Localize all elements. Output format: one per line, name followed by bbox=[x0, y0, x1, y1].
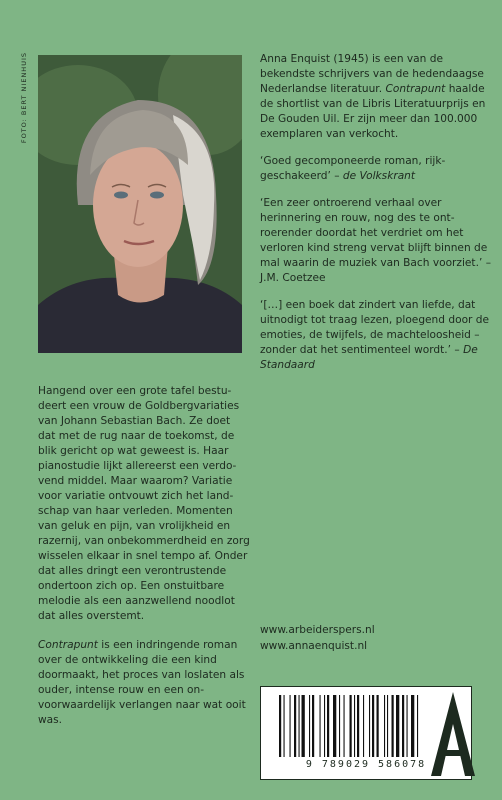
barcode-bar bbox=[377, 695, 379, 757]
barcode-bar bbox=[299, 695, 300, 757]
author-photo bbox=[38, 55, 242, 353]
barcode-bar bbox=[402, 695, 404, 757]
barcode-bar bbox=[339, 695, 340, 757]
barcode-bar bbox=[309, 695, 310, 757]
barcode-bar bbox=[290, 695, 291, 757]
barcode-bar bbox=[396, 695, 399, 757]
barcode-bar bbox=[372, 695, 374, 757]
barcode-bar bbox=[312, 695, 314, 757]
website-author[interactable]: www.annaenquist.nl bbox=[260, 640, 368, 652]
barcode-bar bbox=[411, 695, 414, 757]
barcode-bar bbox=[363, 695, 364, 757]
barcode-bar bbox=[327, 695, 329, 757]
barcode-bar bbox=[284, 695, 285, 757]
barcode-bar bbox=[333, 695, 336, 757]
barcode-bar bbox=[387, 695, 388, 757]
barcode-bar bbox=[344, 695, 345, 757]
website-publisher[interactable]: www.arbeiderspers.nl bbox=[260, 624, 375, 636]
barcode-bar bbox=[294, 695, 296, 757]
websites bbox=[260, 622, 375, 654]
quote-volkskrant: ‘Goed gecomponeerde roman, rijkgeschakeerd’ – de Volkskrant bbox=[260, 155, 446, 182]
barcode-bar bbox=[279, 695, 281, 757]
photo-credit: FOTO: BERT NIENHUIS bbox=[20, 52, 28, 144]
barcode-bar bbox=[407, 695, 408, 757]
barcode-bar bbox=[357, 695, 359, 757]
barcode-bar bbox=[354, 695, 355, 757]
publisher-logo-icon bbox=[423, 684, 483, 784]
barcode-bar bbox=[369, 695, 370, 757]
barcode-bar bbox=[417, 695, 418, 757]
barcode-bar bbox=[320, 695, 321, 757]
quote-coetzee: ‘Een zeer ontroerend verhaal over herinnering en rouw, nog des te ontroerender doordat het verdriet om het verloren kind streng vervat blijft binnen de mal waarin de muziek van Bach voorziet.’ – J.M. Coetzee bbox=[260, 197, 491, 284]
barcode-bar bbox=[384, 695, 385, 757]
barcode-bar bbox=[392, 695, 394, 757]
blurb: Hangend over een grote tafel bestudeert een vrouw de Goldbergvariaties van Johann Sebastian Bach. Ze doet dat met de rug naar de toekomst, de blik gericht op wat geweest is. Haar pianostudie lijkt allereerst een verdovend middel. Maar waarom? Variatie voor variatie ontvouwt zich het landschap van haar verleden. Momenten van geluk en pijn, van vrolijkheid en razernij, van onbekommerdheid en zorg wisselen elkaar in snel tempo af. Onder dat alles dringt een verontrustende ondertoon zich op. Een onstuitbare melodie als een aanzwellend noodlot dat alles overstemt. bbox=[38, 385, 250, 622]
barcode-bar bbox=[324, 695, 325, 757]
right-column bbox=[260, 52, 492, 385]
left-column bbox=[38, 384, 250, 742]
author-bio: Anna Enquist (1945) is een van de bekendste schrijvers van de hedendaagse Nederlandse literatuur. Contrapunt haalde de shortlist van de Libris Literatuurprijs en De Gouden Uil. Er zijn meer dan 100.000 exemplaren van verkocht. bbox=[260, 53, 486, 140]
barcode-bar bbox=[350, 695, 352, 757]
isbn-number: 9 789029 586078 bbox=[305, 759, 427, 770]
summary: Contrapunt is een indringende roman over de ontwikkeling die een kind doormaakt, het proces van loslaten als ouder, intense rouw en een onvoorwaardelijk verlangen naar wat ooit was. bbox=[38, 639, 246, 726]
barcode-bar bbox=[302, 695, 305, 757]
quote-standaard: ‘[…] een boek dat zindert van liefde, dat uitnodigt tot traag lezen, ploegend door de emoties, de twijfels, de machteloosheid – zonder dat het sentimenteel wordt.’ – De Standaard bbox=[260, 299, 490, 371]
